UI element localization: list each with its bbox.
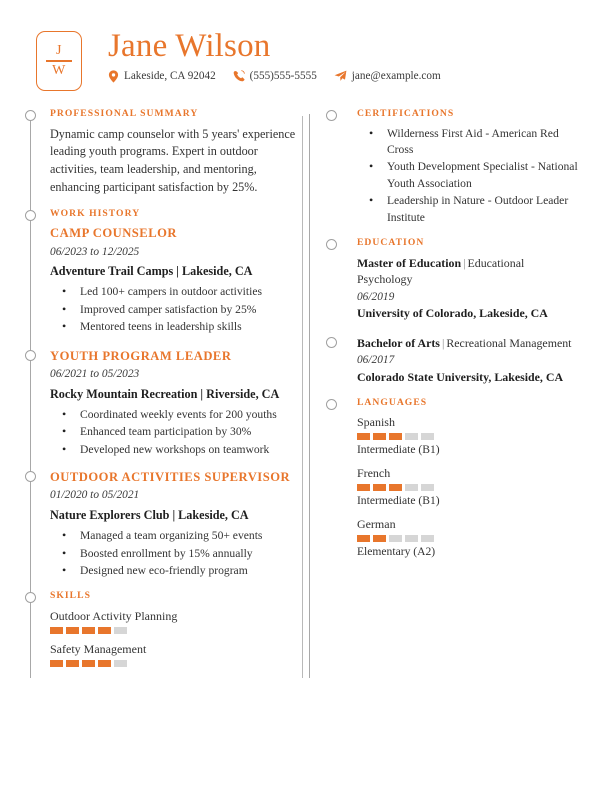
summary-text: Dynamic camp counselor with 5 years' experience leading youth programs. Expert in outdoor activities, team leadership, and mentoring, enhancing participant satisfaction by 25%. <box>50 126 296 194</box>
school-name: Colorado State University, Lakeside, CA <box>356 370 564 385</box>
rating-segment-empty <box>421 535 434 542</box>
rating-segment-filled <box>373 433 386 440</box>
timeline-dot-icon <box>326 110 337 121</box>
send-email-icon <box>334 70 347 82</box>
degree-line <box>357 335 582 351</box>
job-entry <box>50 225 296 335</box>
list-item: • Leadership in Nature - Outdoor Leader Institute <box>357 193 582 226</box>
language-level: Intermediate (B1) <box>356 443 440 457</box>
job-title: OUTDOOR ACTIVITIES SUPERVISOR <box>50 470 291 485</box>
degree-field: Educational Psychology <box>356 255 525 287</box>
header-text-block <box>108 28 441 83</box>
section-heading: WORK HISTORY <box>50 207 141 219</box>
job-employer: Adventure Trail Camps | Lakeside, CA <box>50 264 253 279</box>
contact-phone <box>233 70 317 83</box>
rating-segment-empty <box>389 535 402 542</box>
rating-segment-filled <box>50 627 63 634</box>
job-bullets <box>50 407 296 458</box>
list-item: • Designed new eco-friendly program <box>50 563 296 579</box>
section-languages <box>331 397 582 560</box>
job-entry-outdoor-activities-supervisor <box>24 469 296 579</box>
degree-line <box>357 255 582 288</box>
section-education <box>331 237 582 322</box>
rating-segment-filled <box>357 484 370 491</box>
rating-segment-empty <box>421 484 434 491</box>
rating-segment-filled <box>50 660 63 667</box>
rating-segment-filled <box>389 484 402 491</box>
rating-segment-filled <box>357 433 370 440</box>
rating-segment-filled <box>82 627 95 634</box>
rating-segment-filled <box>98 627 111 634</box>
list-item: • Boosted enrollment by 15% annually <box>50 546 296 562</box>
degree-name: Bachelor of Arts <box>356 335 440 350</box>
job-bullets <box>50 528 296 579</box>
section-work-history <box>24 208 296 336</box>
column-divider <box>302 116 303 678</box>
rating-segment-filled <box>357 535 370 542</box>
degree-name: Master of Education <box>356 255 462 270</box>
section-heading: CERTIFICATIONS <box>356 108 455 119</box>
monogram-initial-top: J <box>56 42 62 58</box>
rating-segment-filled <box>373 535 386 542</box>
resume-header <box>0 0 612 108</box>
job-title: YOUTH PROGRAM LEADER <box>50 348 232 363</box>
language-name: French <box>356 465 391 480</box>
timeline-dot-icon <box>25 350 36 361</box>
left-column <box>24 108 296 678</box>
rating-segment-filled <box>373 484 386 491</box>
degree-field: Recreational Management <box>446 335 572 350</box>
section-heading: EDUCATION <box>356 237 425 249</box>
education-entry-bachelor <box>331 335 582 386</box>
section-heading: LANGUAGES <box>356 396 428 408</box>
language-rating-bar <box>357 433 582 440</box>
timeline-dot-icon <box>326 239 337 250</box>
language-level: Elementary (A2) <box>356 544 436 558</box>
timeline-dot-icon <box>25 471 36 482</box>
list-item: • Enhanced team participation by 30% <box>50 424 296 440</box>
monogram-logo <box>36 31 82 91</box>
list-item: • Youth Development Specialist - National Youth Association <box>357 159 582 192</box>
contact-phone-text: (555)555-5555 <box>249 70 317 83</box>
contact-email <box>334 70 441 82</box>
list-item: • Mentored teens in leadership skills <box>50 319 296 335</box>
rating-segment-filled <box>98 660 111 667</box>
contact-list <box>108 70 441 83</box>
job-dates: 06/2021 to 05/2023 <box>50 368 140 381</box>
certification-list <box>357 126 582 227</box>
section-certifications <box>331 108 582 226</box>
contact-location <box>108 70 216 83</box>
phone-icon <box>233 70 245 83</box>
language-rating-bar <box>357 535 582 542</box>
rating-segment-empty <box>405 433 418 440</box>
rating-segment-filled <box>389 433 402 440</box>
rating-segment-filled <box>82 660 95 667</box>
job-bullets <box>50 284 296 335</box>
rating-segment-filled <box>66 627 79 634</box>
school-name: University of Colorado, Lakeside, CA <box>356 306 548 321</box>
skill-rating-bar <box>50 627 296 634</box>
language-item <box>357 465 582 509</box>
timeline-dot-icon <box>25 110 36 121</box>
job-entry-youth-program-leader <box>24 348 296 458</box>
job-dates: 06/2023 to 12/2025 <box>50 245 140 258</box>
degree-separator: | <box>463 255 466 270</box>
education-date: 06/2019 <box>356 290 395 303</box>
language-rating-bar <box>357 484 582 491</box>
job-dates: 01/2020 to 05/2021 <box>50 489 140 502</box>
monogram-divider <box>46 60 72 61</box>
skill-item <box>50 641 296 667</box>
right-column <box>309 108 582 678</box>
rating-segment-filled <box>66 660 79 667</box>
degree-separator: | <box>441 335 445 350</box>
list-item: • Wilderness First Aid - American Red Cross <box>357 126 582 159</box>
job-title: CAMP COUNSELOR <box>50 226 177 241</box>
timeline-dot-icon <box>25 592 36 603</box>
education-date: 06/2017 <box>356 354 395 367</box>
skill-item <box>50 608 296 634</box>
list-item: • Improved camper satisfaction by 25% <box>50 302 296 318</box>
contact-email-text: jane@example.com <box>351 70 441 83</box>
skill-name: Safety Management <box>50 642 147 657</box>
location-pin-icon <box>108 70 119 83</box>
language-name: German <box>356 516 396 531</box>
section-professional-summary <box>24 108 296 197</box>
right-timeline-rail <box>309 114 310 678</box>
section-heading: PROFESSIONAL SUMMARY <box>50 108 199 119</box>
language-level: Intermediate (B1) <box>356 494 440 508</box>
monogram-initial-bottom: W <box>52 62 66 78</box>
section-heading: SKILLS <box>50 590 91 602</box>
list-item: • Developed new workshops on teamwork <box>50 442 296 458</box>
skill-rating-bar <box>50 660 296 667</box>
timeline-dot-icon <box>25 210 36 221</box>
section-skills <box>24 590 296 667</box>
candidate-name: Jane Wilson <box>108 28 271 64</box>
timeline-dot-icon <box>326 399 337 410</box>
rating-segment-empty <box>114 660 127 667</box>
language-item <box>357 516 582 560</box>
resume-body <box>0 108 612 678</box>
job-employer: Rocky Mountain Recreation | Riverside, CA <box>50 386 280 401</box>
list-item: • Coordinated weekly events for 200 youths <box>50 407 296 423</box>
list-item: • Managed a team organizing 50+ events <box>50 528 296 544</box>
language-name: Spanish <box>356 415 395 430</box>
rating-segment-empty <box>405 535 418 542</box>
education-entry <box>357 255 582 322</box>
contact-location-text: Lakeside, CA 92042 <box>124 70 216 83</box>
list-item: • Led 100+ campers in outdoor activities <box>50 284 296 300</box>
rating-segment-empty <box>421 433 434 440</box>
rating-segment-empty <box>114 627 127 634</box>
timeline-dot-icon <box>326 337 337 348</box>
rating-segment-empty <box>405 484 418 491</box>
skill-name: Outdoor Activity Planning <box>50 608 178 623</box>
language-item <box>357 414 582 458</box>
job-employer: Nature Explorers Club | Lakeside, CA <box>50 508 249 523</box>
